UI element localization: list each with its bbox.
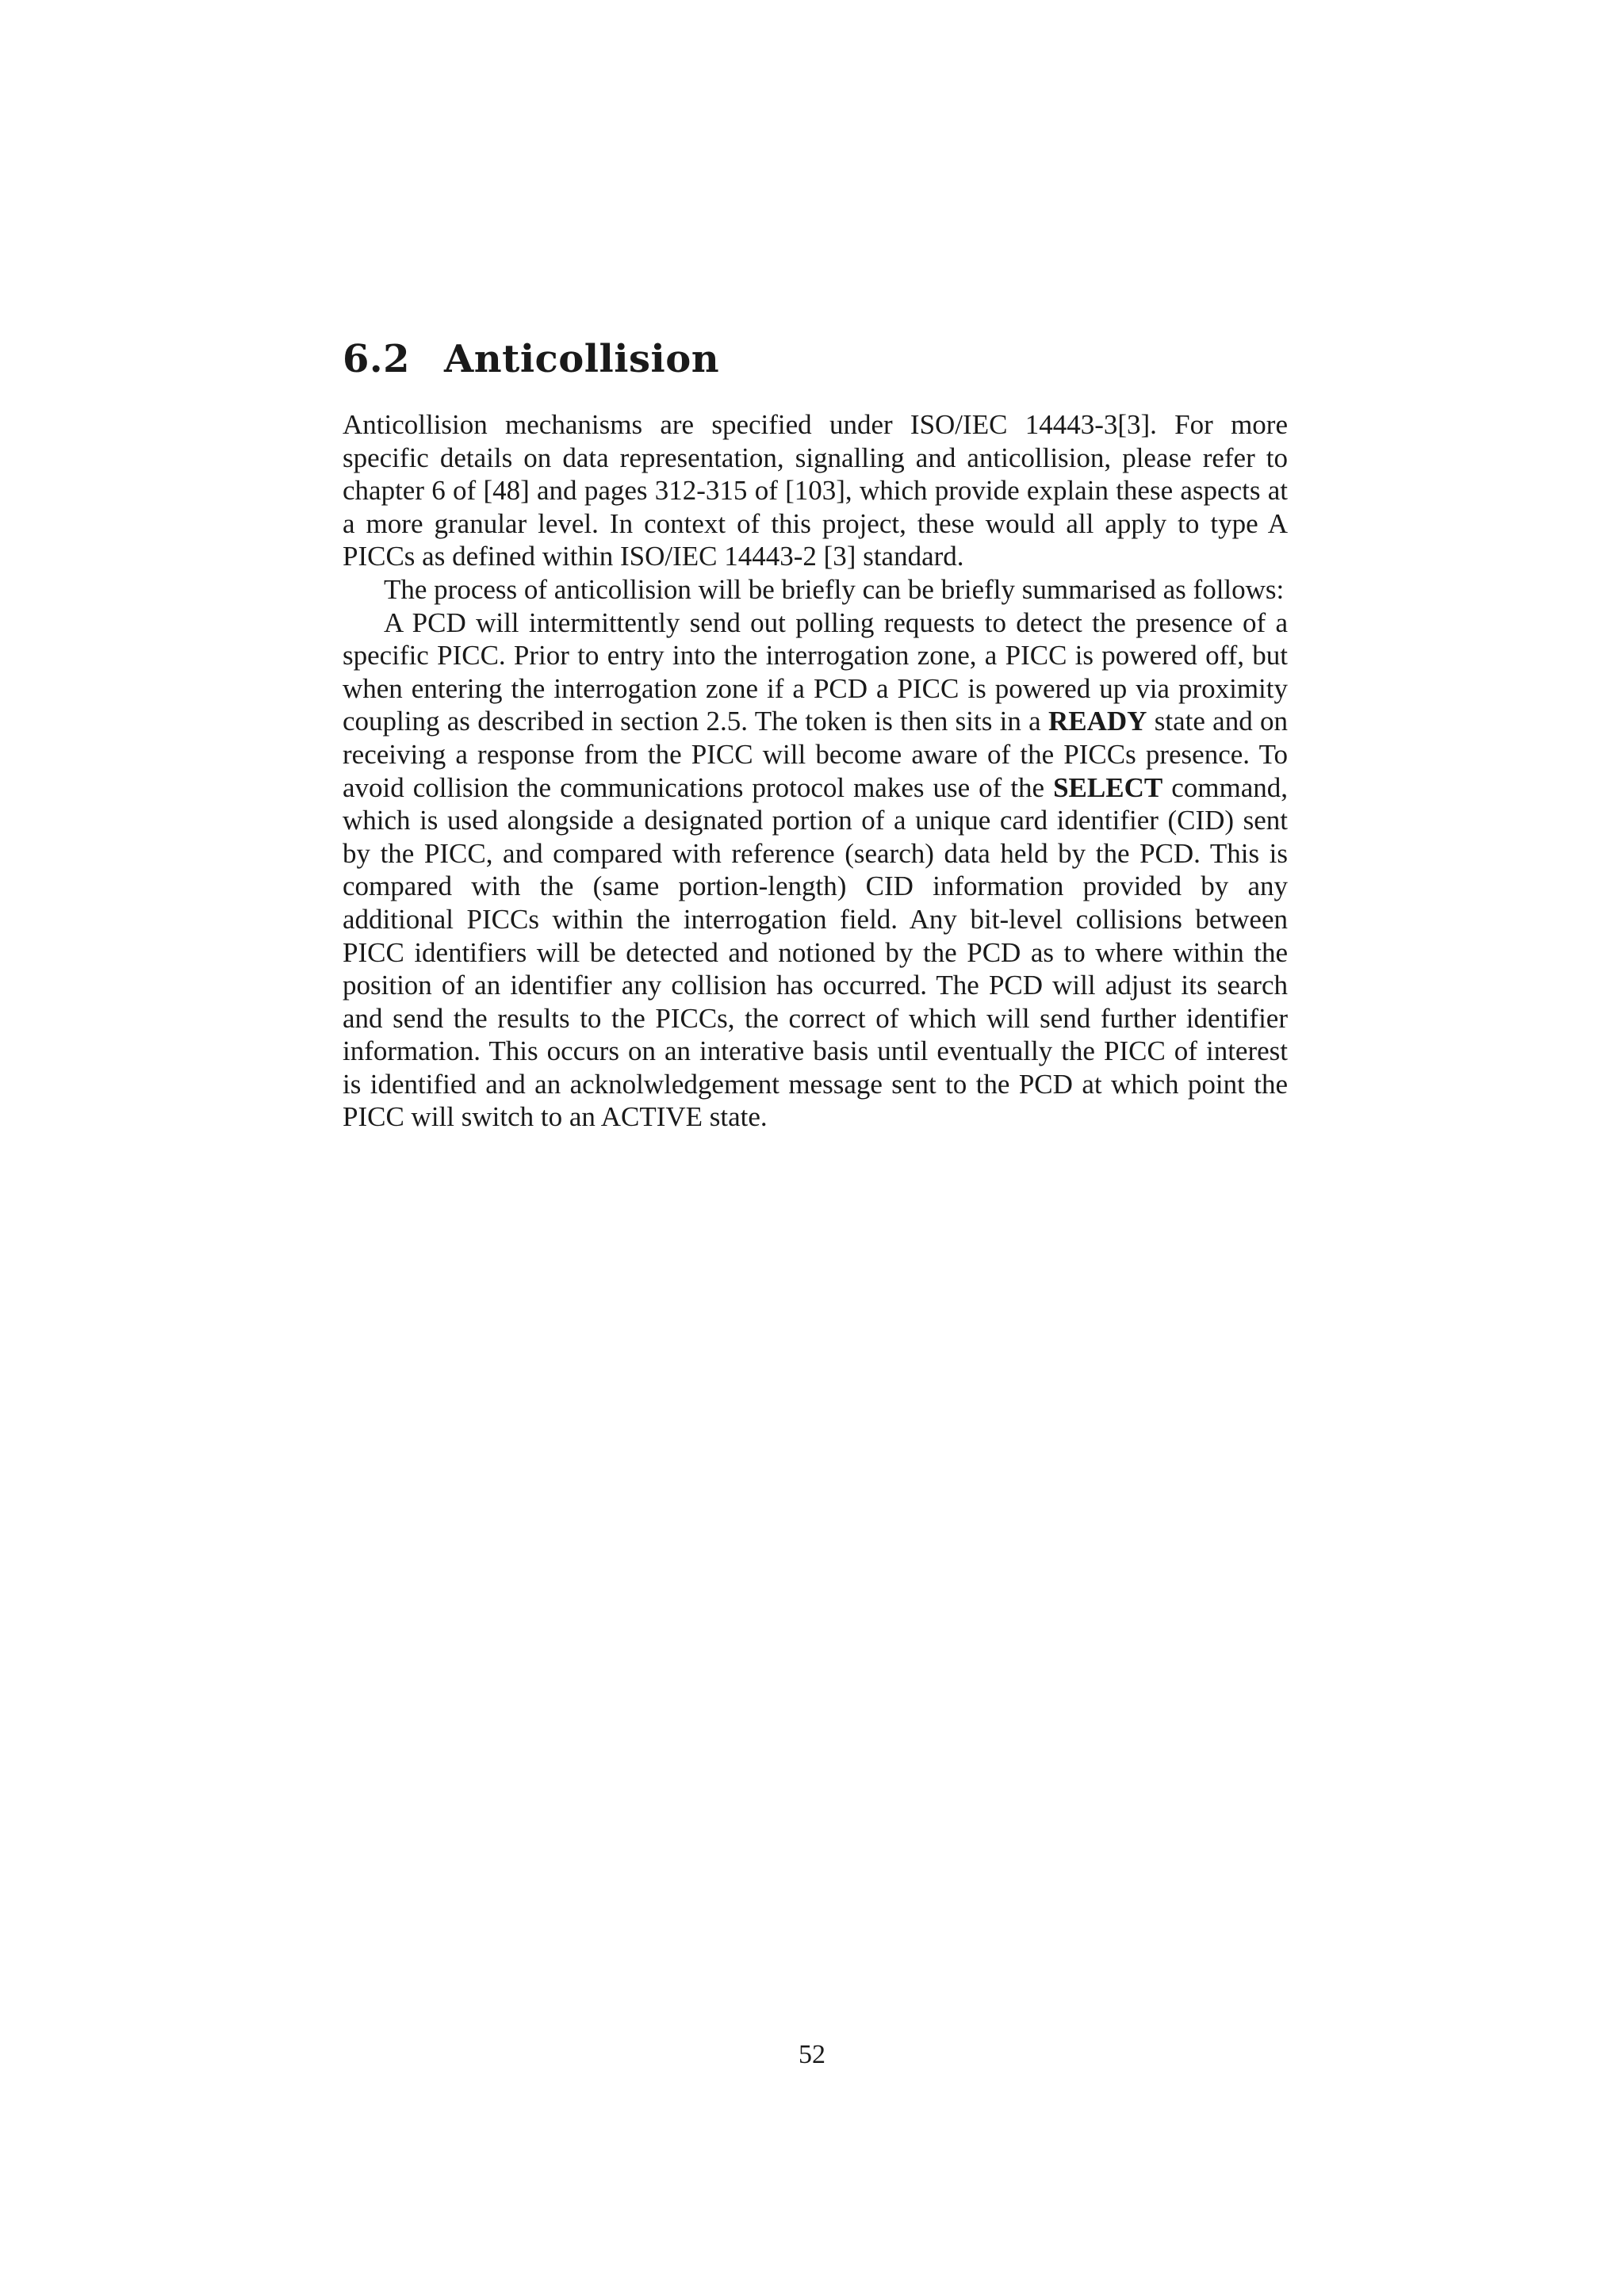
- paragraph-text-segment: A PCD will intermittently send out polling requests to detect the presence of a specific PICC. Prior to entry into the interrogation zone, a PICC is powered off, but when entering the interrogation zone if a PCD a PICC is powered up via proximity coupling as described in section 2.5. The token is then sits in a: [343, 607, 1288, 737]
- section-title: Anticollision: [444, 337, 720, 381]
- paragraph-intro: Anticollision mechanisms are specified under ISO/IEC 14443-3[3]. For more specific details on data representation, signalling and anticollision, please refer to chapter 6 of [48] and pages 312-315 of [103], which provide explain these aspects at a more granular level. In context of this project, these would all apply to type A PICCs as defined within ISO/IEC 14443-2 [3] standard.: [343, 409, 1288, 572]
- paragraph-text-segment: state and on receiving a response from the PICC will become aware of the PICCs presence. To avoid collision the communications protocol makes use of the: [343, 706, 1288, 803]
- section-number: 6.2: [343, 337, 411, 381]
- page-number: 52: [799, 2040, 825, 2069]
- section-heading: [343, 331, 1294, 387]
- paragraph-anticollision-detail: [343, 607, 1288, 1135]
- paragraph-process-summary: The process of anticollision will be briefly can be briefly summarised as follows:: [384, 573, 1285, 605]
- ready-state-term: READY: [1048, 706, 1147, 737]
- select-command-term: SELECT: [1053, 771, 1163, 803]
- section-body: [343, 408, 1288, 1134]
- paragraph-text-segment: command, which is used alongside a designated portion of a unique card identifier (CID) sent by the PICC, and compared with reference (search) data held by the PCD. This is compared with the (same portion-length) CID information provided by any additional PICCs within the interrogation field. Any bit-level collisions between PICC identifiers will be detected and notioned by the PCD as to where within the position of an identifier any collision has occurred. The PCD will adjust its search and send the results to the PICCs, the correct of which will send further identifier information. This occurs on an interative basis until eventually the PICC of interest is identified and an acknolwledgement message sent to the PCD at which point the PICC will switch to an ACTIVE state.: [343, 771, 1288, 1133]
